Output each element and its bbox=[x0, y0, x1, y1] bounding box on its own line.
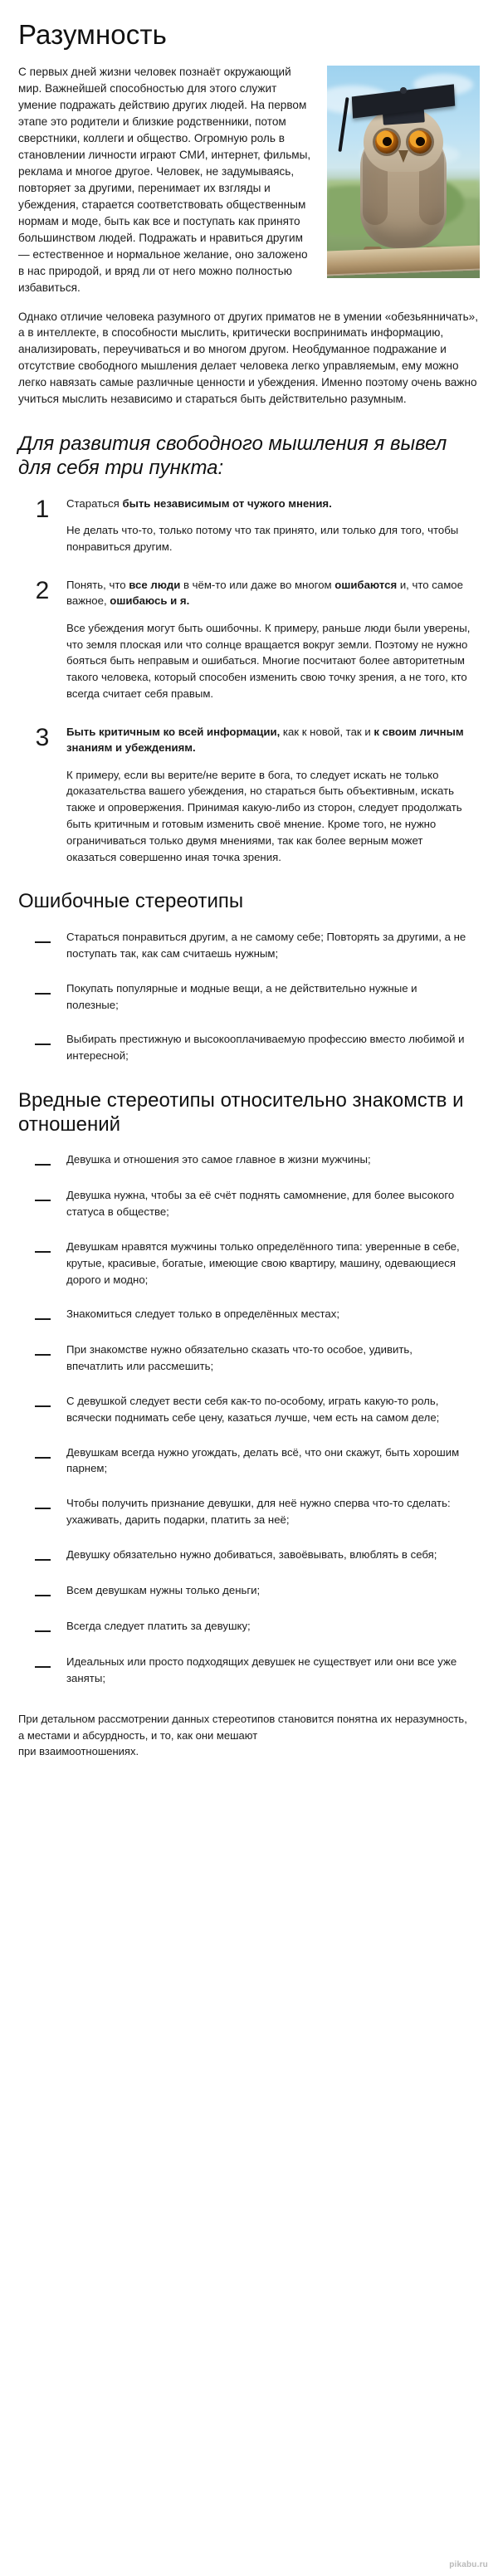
lead-text-bold: ошибаются bbox=[334, 578, 398, 591]
lead-text-bold: Быть критичным ко всей информации, bbox=[66, 725, 281, 738]
dash-bullet-icon bbox=[18, 1393, 66, 1410]
bullet-text: Всегда следует платить за девушку; bbox=[66, 1619, 251, 1632]
list-item bbox=[18, 1393, 480, 1426]
list-item bbox=[18, 1495, 480, 1528]
bullet-text: Девушку обязательно нужно добиваться, завоёвывать, влюблять в себя; bbox=[66, 1547, 437, 1561]
dash-bullet-icon bbox=[18, 929, 66, 946]
section-heading-wrong-stereotypes: Ошибочные стереотипы bbox=[18, 890, 244, 913]
item-content bbox=[66, 724, 480, 866]
list-item bbox=[18, 980, 480, 1014]
bullet-text: Идеальных или просто подходящих девушек не существует или они все уже заняты; bbox=[66, 1655, 457, 1684]
dash-bullet-icon bbox=[18, 1151, 66, 1169]
list-item bbox=[18, 1306, 480, 1323]
bullet-text: Стараться понравиться другим, а не самому себе; Повторять за другими, а не поступать так, как сам считаешь нужным; bbox=[66, 931, 466, 960]
lead-text-bold: быть независимым от чужого мнения. bbox=[122, 496, 332, 510]
closing-paragraph bbox=[18, 1711, 480, 1760]
intro-paragraph-2: Однако отличие человека разумного от других приматов не в умении «обезьянничать», а в интеллекте, в способности мыслить, критически воспринимать информацию, анализировать, переучиваться и во многом другом. Необдуманное подражание и отсутствие свободного мышления делает человека легко управляемым, ему можно легко навязать самые различные ценности и убеждения. Именно поэтому очень важно учиться мыслить независимо и стараться быть действительно разумным. bbox=[18, 310, 479, 406]
wrong-stereotypes-list bbox=[18, 929, 480, 1064]
closing-line-3: при взаимоотношениях. bbox=[18, 1745, 139, 1758]
page-title: Разумность bbox=[18, 19, 167, 50]
item-description: К примеру, если вы верите/не верите в бога, то следует искать не только доказательства вашего убеждения, но стараться быть объективным, искать также и опровержения. Принимая какую-либо из сторон, следует продолжать быть критичным и готовым изменить своё мнение. Кроме того, не нужно ограничиваться только двумя мнениями, так как более верным может оказаться совершенно иная точка зрения. bbox=[66, 768, 462, 863]
bullet-text: Знакомиться следует только в определённых местах; bbox=[66, 1308, 339, 1321]
list-item bbox=[18, 1444, 480, 1478]
item-number: 1 bbox=[35, 495, 50, 523]
list-item bbox=[18, 1187, 480, 1220]
dash-bullet-icon bbox=[18, 1031, 66, 1048]
numbered-points-list bbox=[18, 496, 480, 865]
list-item bbox=[18, 1031, 480, 1064]
owl-eye-right bbox=[408, 130, 432, 154]
list-item bbox=[18, 1547, 480, 1564]
list-item bbox=[18, 724, 480, 866]
section-heading-harmful-stereotypes: Вредные стереотипы относительно знакомств и отношений bbox=[18, 1088, 464, 1136]
item-description: Все убеждения могут быть ошибочны. К примеру, раньше люди были уверены, что земля плоская или что солнце вращается вокруг земли. Поэтому не нужно бояться быть неправым и ошибаться. Многие посчитают более авторитетным такого человека, который способен изменить свою точку зрения, а не того, кто всегда считает себя правым. bbox=[66, 621, 471, 700]
item-description: Не делать что-то, только потому что так принято, или только для того, чтобы понравиться другим. bbox=[66, 524, 459, 554]
list-item bbox=[18, 496, 480, 555]
site-watermark: pikabu.ru bbox=[449, 2560, 488, 2569]
bullet-text: При знакомстве нужно обязательно сказать что-то особое, удивить, впечатлить или рассмешить; bbox=[66, 1343, 413, 1373]
lead-text-plain: как к новой, так и bbox=[280, 725, 374, 738]
bullet-text: Покупать популярные и модные вещи, а не действительно нужные и полезные; bbox=[66, 981, 417, 1011]
harmful-stereotypes-list bbox=[18, 1151, 480, 1686]
item-lead bbox=[66, 496, 471, 511]
owl-pupil bbox=[416, 137, 425, 146]
lead-text-bold: все люди bbox=[129, 578, 181, 591]
bullet-text: Девушкам нравятся мужчины только определённого типа: уверенные в себе, крутые, красивые, богатые, имеющие свою квартиру, машину, одевающиеся дорого и модно; bbox=[66, 1240, 460, 1286]
closing-line-2: а местами и абсурдность, и то, как они мешают bbox=[18, 1728, 258, 1742]
list-item bbox=[18, 1582, 480, 1600]
lead-text-plain: Понять, что bbox=[66, 578, 129, 591]
list-item bbox=[18, 1239, 480, 1288]
dash-bullet-icon bbox=[18, 1342, 66, 1359]
section-heading-points: Для развития свободного мышления я вывел для себя три пункта: bbox=[18, 433, 447, 480]
lead-text-plain: и, что самое важное, bbox=[66, 578, 463, 608]
owl-pupil bbox=[383, 137, 392, 146]
dash-bullet-icon bbox=[18, 1582, 66, 1600]
item-number: 2 bbox=[35, 576, 50, 604]
owl-eye-left bbox=[375, 130, 398, 154]
item-lead bbox=[66, 577, 471, 609]
owl-graduate-image bbox=[327, 66, 480, 278]
owl-beak bbox=[398, 150, 408, 163]
list-item bbox=[18, 1151, 480, 1169]
item-lead bbox=[66, 724, 471, 756]
bullet-text: С девушкой следует вести себя как-то по-особому, играть какую-то роль, всячески поднимать себе цену, казаться лучше, чем есть на самом деле; bbox=[66, 1395, 440, 1424]
dash-bullet-icon bbox=[18, 1239, 66, 1256]
lead-text-bold: к своим личным знаниям и убеждениям. bbox=[66, 725, 464, 755]
closing-line-1: При детальном рассмотрении данных стереотипов становится понятна их неразумность, bbox=[18, 1713, 467, 1726]
dash-bullet-icon bbox=[18, 1618, 66, 1635]
dash-bullet-icon bbox=[18, 980, 66, 998]
bullet-text: Выбирать престижную и высокооплачиваемую профессию вместо любимой и интересной; bbox=[66, 1033, 465, 1063]
dash-bullet-icon bbox=[18, 1654, 66, 1671]
lead-text-plain: Стараться bbox=[66, 496, 123, 510]
bullet-text: Всем девушкам нужны только деньги; bbox=[66, 1583, 261, 1596]
list-item bbox=[18, 1618, 480, 1635]
bullet-text: Девушка нужна, чтобы за её счёт поднять самомнение, для более высокого статуса в обществе; bbox=[66, 1189, 455, 1219]
wooden-perch bbox=[327, 245, 480, 276]
list-item bbox=[18, 1342, 480, 1375]
dash-bullet-icon bbox=[18, 1187, 66, 1205]
lead-text-bold: ошибаюсь и я. bbox=[110, 594, 190, 608]
intro-paragraph-1: С первых дней жизни человек познаёт окружающий мир. Важнейшей способностью для этого служит умение подражать действию других людей. На первом этапе это родители и близкие родственники, потом сверстники, коллеги и общество. Огромную роль в становлении личности играют СМИ, интернет, фильмы, реклама и многое другое. Человек, не задумываясь, повторяет за другими, перенимает их взгляды и убеждения, старается соответствовать общественным нормам и моде, быть как все и поступать как принято большинством людей. Подражать и нравиться другим — естественное и нормальное желание, оно заложено в нас природой, и вряд ли от него можно полностью избавиться. bbox=[18, 65, 311, 294]
bullet-text: Девушкам всегда нужно угождать, делать всё, что они скажут, быть хорошим парнем; bbox=[66, 1445, 460, 1475]
bullet-text: Девушка и отношения это самое главное в жизни мужчины; bbox=[66, 1153, 371, 1166]
graduation-cap-button bbox=[400, 87, 407, 94]
dash-bullet-icon bbox=[18, 1547, 66, 1564]
list-item bbox=[18, 929, 480, 962]
item-content bbox=[66, 496, 480, 555]
dash-bullet-icon bbox=[18, 1306, 66, 1323]
dash-bullet-icon bbox=[18, 1444, 66, 1462]
lead-text-plain: в чём-то или даже во многом bbox=[180, 578, 335, 591]
item-number: 3 bbox=[35, 723, 50, 751]
list-item bbox=[18, 577, 480, 702]
bullet-text: Чтобы получить признание девушки, для неё нужно сперва что-то сделать: ухаживать, дарить подарки, платить за неё; bbox=[66, 1497, 451, 1527]
list-item bbox=[18, 1654, 480, 1687]
item-content bbox=[66, 577, 480, 702]
dash-bullet-icon bbox=[18, 1495, 66, 1513]
